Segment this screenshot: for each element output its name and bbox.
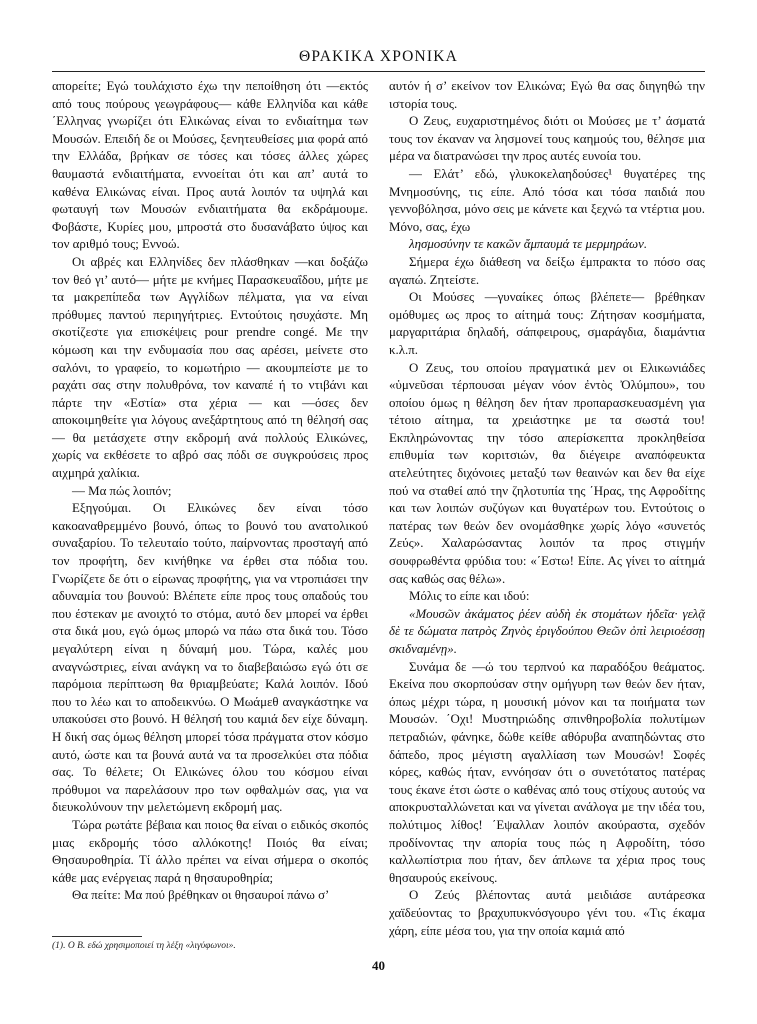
paragraph: Ο Ζευς, ευχαριστημένος διότι οι Μούσες με τ’ άσματά τους τον έκαναν να λησμονεί τους καημούς του, θέλησε μια μέρα να διατρανώσει την προς αυτές ευνοία του. [389, 114, 705, 164]
paragraph: Εξηγούμαι. Οι Ελικώνες δεν είναι τόσο κακοαναθρεμμένο βουνό, όπως το βουνό του ανατολικού συναξαρίου. Το τελευταίο τούτο, παίρνοντας προσταγή από τον προφήτη, δεν κινήθηκε να έρθει στα πόδια του. Γνωρίζετε δε ότι ο είρωνας προφήτης, για να ντροπιάσει την αδυναμία του βουνού: Βλέπετε είπε προς τους οπαδούς του που έστεκαν με ανοιχτό το στόμα, αυτό δεν μπορεί να έρθει στα δικά μου, εγώ όμως μπορώ να πάω στα δικά του. Τόσο μεγαλύτερη είναι η δύναμή μου. Τώρα, καλές μου αναγνώστριες, είναι ανάγκη να το διαβεβαιώσω εγώ ότι σε παρόμοια περίπτωση θα θριαμβεύατε; Καλά λοιπόν. Ιδού που το λέω και το αποδεικνύω. Ο Μωάμεθ αναγκάστηκε να υπακούσει στο βουνό. Η θέλησή του καμιά δεν είχε δύναμη. Η δική σας όμως θέληση μπορεί τόσα πράγματα στον κόσμο αυτό, ώστε και τα βουνά αυτά να τα προσελκύει στα πόδια σας. Το θέλετε; Οι Ελικώνες όλου του κόσμου είναι πρόθυμοι να παρελάσουν προ των οφθαλμών σας, για να διευκολύνουν την μελετώμενη εκδρομή μας. [52, 501, 368, 815]
running-title: ΘΡΑΚΙΚΑ ΧΡΟΝΙΚΑ [298, 48, 459, 65]
paragraph: — Ελάτ’ εδώ, γλυκοκελαηδούσες¹ θυγατέρες της Μνημοσύνης, τις είπε. Από τόσα και τόσα παιδιά που γεννοβόλησα, μόνο σεις με κάνετε και ξεχνώ τα ντέρτια μου. Μόνο, σας, έχω [389, 166, 705, 234]
paragraph: Θα πείτε: Μα πού βρέθηκαν οι θησαυροί πάνω σ’ [72, 888, 330, 903]
paragraph: Ο Ζευς, του οποίου πραγματικά μεν οι Ελικωνιάδες «ὑμνεῦσαι τέρπουσαι μέγαν νόον ἐντὸς Ὀλύμπου», του οποίου όμως η θέληση δεν ήταν προπαρασκευασμένη για τέτοιο αίτημα, τα χρειάστηκε με τα σωστά του! Εκπληρώνοντας την τόσο απερίσκεπτα προκληθείσα επιθυμία των κοριτσιών, θα διέγειρε αναπόφευκτα ατελεύτητες διχόνοιες μεταξύ των θεαινών και δεν θα είχε πού να σταθεί από την ζηλοτυπία της ΄Ηρας, της Αφροδίτης και των λοιπών συζύγων και θυγατέρων του. Εντούτοις ο πατέρας των θεών δεν ονομάσθηκε χωρίς λόγο «συνετός Ζεύς». Χαλαρώσαντας λοιπόν τα προς στιγμήν σουφρωθέντα φρύδια του: «΄Εστω! Είπε. Ας γίνει το αίτημά σας καθώς σας θέλω». [389, 360, 705, 586]
paragraph: Μόλις το είπε και ιδού: [409, 589, 530, 604]
paragraph: Ο Ζεύς βλέποντας αυτά μειδιάσε αυτάρεσκα χαϊδεύοντας το βραχυπυκνόσγουρο γένι του. «Τις έκαμα χάρη, είπε μέσα του, για την οποία καμιά από [389, 888, 705, 938]
paragraph: Οι αβρές και Ελληνίδες δεν πλάσθηκαν —και δοξάζω τον θεό γι’ αυτό— μήτε με κνήμες Παρασκευαΐδου, μήτε με τα μακρεπίπεδα των Αγγλίδων πέλματα, για να είναι πρόθυμες παντού περιηγήτριες. Εντούτοις ησυχάστε. Μη σκοτίζεστε για επισκέψεις pour prendre congé. Με την κόμωση και την ενδυμασία που σας αρέσει, μείνετε στο σαλόνι, το γραφείο, το κομωτήριο — ακουμπείστε με το ραχάτι σας στην πολυθρόνα, τον καναπέ ή το ντιβάνι και πάρτε την «Εστία» στα χέρια — και —όσες δεν αποκοιμηθείτε για λόγους ανεξάρτητους από τη θέλησή σας— θα μετάσχετε στην εκδρομή ανά πολλούς Ελικώνες, χωρίς να εκθέσετε το αβρό σας πόδι σε συγκρούσεις προς αιχμηρά χαλίκια. [52, 254, 368, 481]
paragraph: Οι Μούσες —γυναίκες όπως βλέπετε— βρέθηκαν ομόθυμες ως προς το αίτημά τους: Ζήτησαν κοσμήματα, μαργαριτάρια δηλαδή, σάπφειρους, σμαράγδια, διαμάντια κ.λ.π. [389, 290, 705, 357]
paragraph: απορείτε; Εγώ τουλάχιστο έχω την πεποίθηση ότι —εκτός από τους πούρους γεωγράφους— κάθε Ελληνίδα και κάθε ΄Ελληνας γνωρίζει ότι Ελικώνας είναι το ενδιαίτημα των Μουσών. Επειδή δε οι Μούσες, ξενητευθείσες μια φορά από την Ελλάδα, βρήκαν σε τόσες και τόσες άλλες χώρες θαυμαστά ενδιαιτήματα, εννοείται ότι και απ’ αυτά το καθένα Ελικώνας είναι. Προς αυτά λοιπόν τα υψηλά και φωταυγή των Μουσών ενδιαιτήματα θα εκδράμουμε. Φοβάστε, Κυρίες μου, μπροστά στο δυσανάβατο ύψος και τον αριθμό τους; Εννοώ. [52, 79, 368, 252]
paragraph: — Μα πώς λοιπόν; [72, 483, 172, 498]
paragraph: Συνάμα δε —ώ του τερπνού κα παραδόξου θεάματος. Εκείνα που σκορπούσαν στην ομήγυρη των θεών δεν ήταν, όπως μέχρι τώρα, η μουσική μόνον και τα ποιήματα των Μουσών. ΄Οχι! Μυστηριώδης σπινθηροβολία πολυτίμων πετραδιών, φάνηκε, δώθε κείθε αθόρυβα αναπηδώντας στο δάπεδο, προς μέγιστη αγαλλίαση των Μουσών! Σοφές κόρες, καθώς ήταν, εννόησαν ότι ο συνετότατος πατέρας τους έκανε έτσι ώστε ο καθένας από τους στίχους αυτούς να αποκρυσταλλώνεται και να γίνεται ανάλογα με την ιδέα του, πολύτιμος λίθος! ΄Εψαλλαν λοιπόν ακούραστα, σχεδόν προδίνοντας την απορία τους πώς η Αφροδίτη, τόσο καλλωπίστρια που ήταν, δεν άπλωνε τα χέρια προς τους θησαυρούς εκείνους. [389, 659, 705, 885]
footnote: (1). Ο Β. εδώ χρησιμοποιεί τη λέξη «λιγύφωνοι». [52, 941, 236, 951]
page-number: 40 [372, 958, 385, 973]
footnote-rule [52, 936, 142, 937]
paragraph: Σήμερα έχω διάθεση να δείξω έμπρακτα το πόσο σας αγαπώ. Ζητείστε. [389, 254, 705, 287]
header-rule [52, 71, 705, 72]
right-column [389, 78, 705, 940]
verse-quote: λησμοσύνην τε κακῶν ἄμπαυμά τε μερμηράων. [409, 237, 648, 252]
left-column [52, 78, 368, 905]
paragraph: αυτόν ή σ’ εκείνον τον Ελικώνα; Εγώ θα σας διηγηθώ την ιστορία τους. [389, 79, 705, 111]
verse-quote: «Μουσῶν ἀκάματος ῥέεν αὐδὴ ἐκ στομάτων ἡδεῖα· γελᾷ δὲ τε δώματα πατρὸς Ζηνὸς ἐριγδούπου Θεῶν ὀπὶ λειριοέσσῃ σκιδναμένῃ». [389, 606, 705, 656]
paragraph: Τώρα ρωτάτε βέβαια και ποιος θα είναι ο ειδικός σκοπός μιας εκδρομής τόσο αλλόκοτης! Ποιός θα είναι; Θησαυροθηρία. Τί άλλο πρέπει να είναι σήμερα ο σκοπός κάθε μας ενέργειας παρά η θησαυροθηρία; [52, 817, 368, 885]
